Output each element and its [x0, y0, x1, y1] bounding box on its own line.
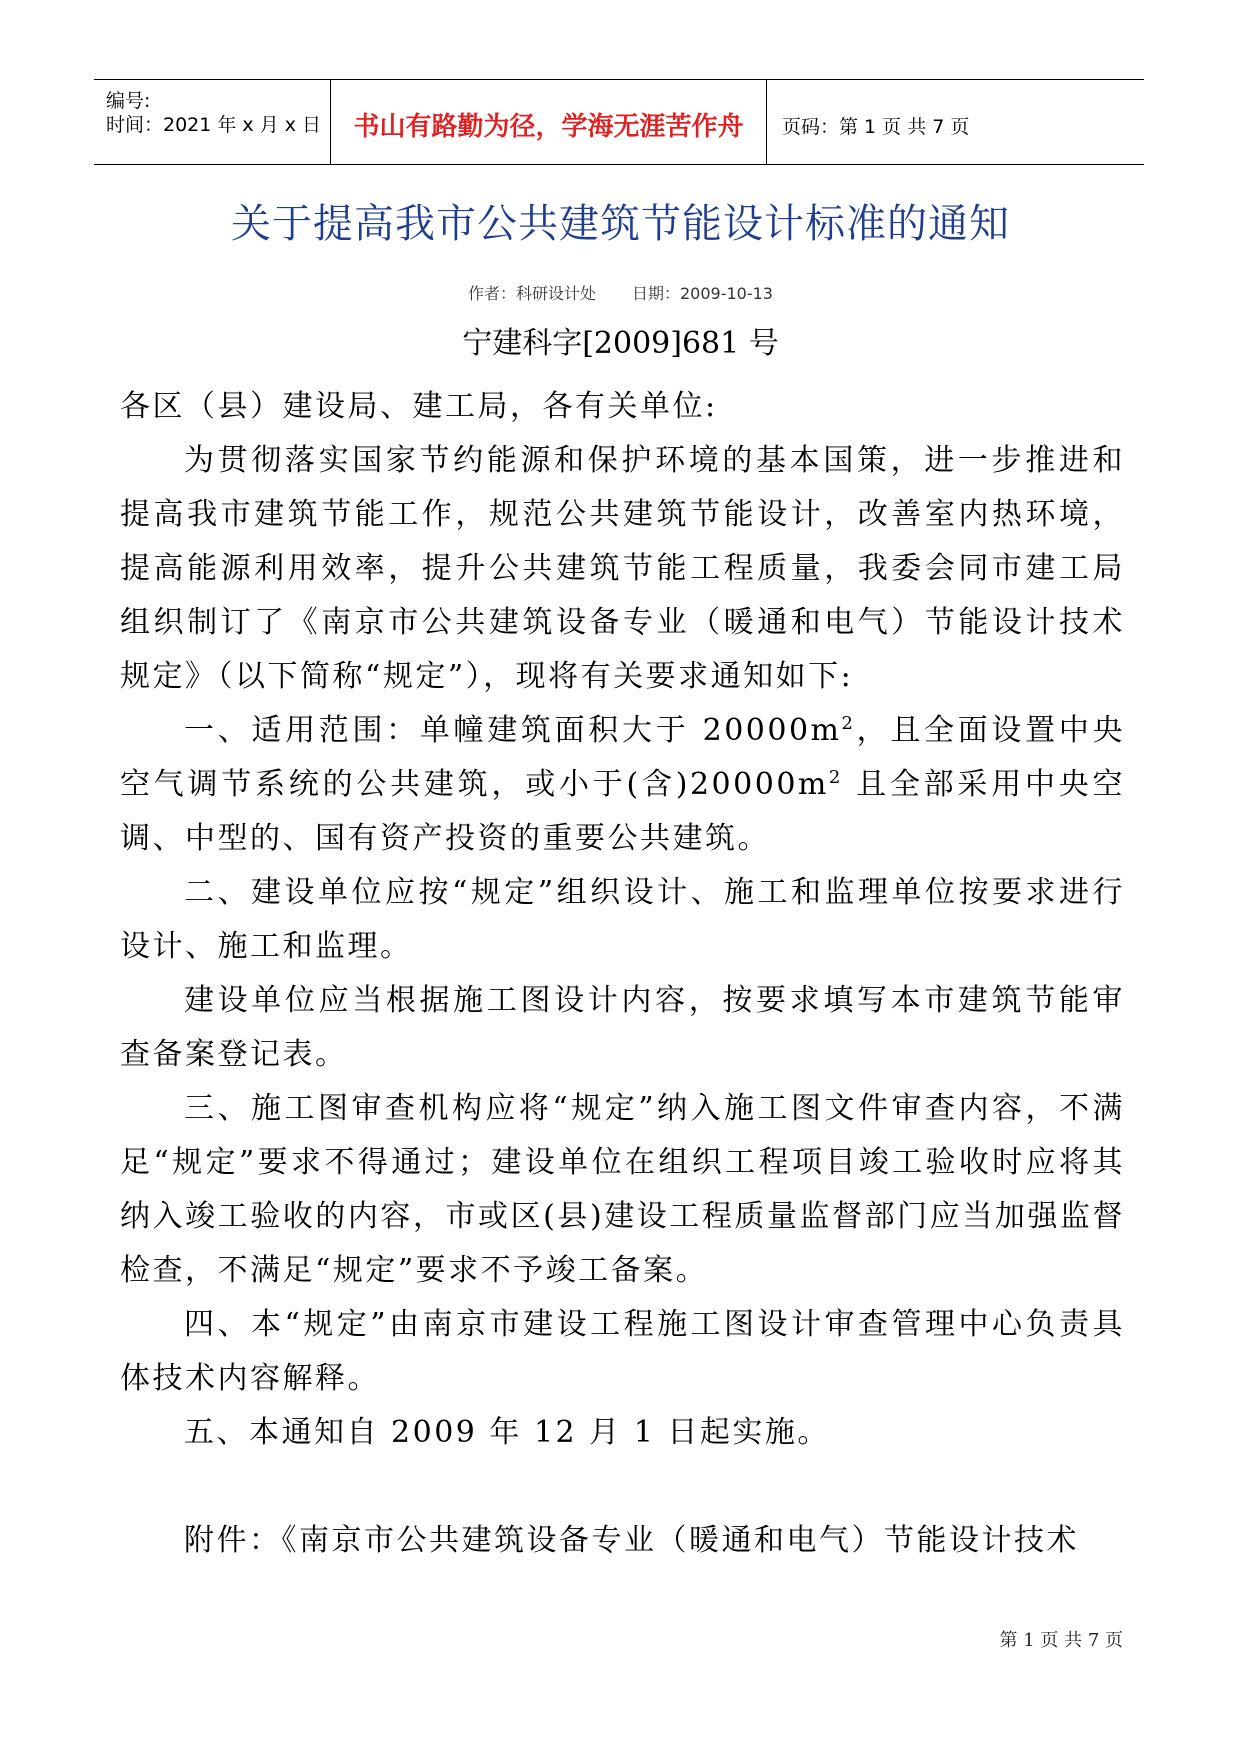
- item-1-text-b: ，且全面设置中央空气调节系统的公共建筑，或小于(含)20000m: [120, 713, 1126, 802]
- item-4-paragraph: 四、本“规定”由南京市建设工程施工图设计审查管理中心负责具体技术内容解释。: [120, 1307, 1125, 1396]
- page-header: [94, 79, 1144, 165]
- document-number: 宁建科字[2009]681 号: [462, 326, 779, 361]
- attachment-paragraph: 附件：《南京市公共建筑设备专业（暖通和电气）节能设计技术: [184, 1523, 1079, 1558]
- item-1-paragraph: [120, 704, 1125, 866]
- item-5-paragraph: 五、本通知自 2009 年 12 月 1 日起实施。: [184, 1415, 830, 1450]
- item-1-sup-1: 2: [841, 713, 856, 734]
- item-1-sup-2: 2: [828, 767, 843, 788]
- author: 作者：科研设计处: [467, 284, 596, 303]
- document-title: 关于提高我市公共建筑节能设计标准的通知: [231, 201, 1010, 247]
- item-1-text-c: 且全部采用中央空调、中型的、国有资产投资的重要公共建筑。: [120, 767, 1125, 856]
- intro-paragraph: 为贯彻落实国家节约能源和保护环境的基本国策，进一步推进和提高我市建筑节能工作，规范公共建筑节能设计，改善室内热环境，提高能源利用效率，提升公共建筑节能工程质量，我委会同市建工局组织制订了《南京市公共建筑设备专业（暖通和电气）节能设计技术规定》（以下简称“规定”），现将有关要求通知如下:: [120, 443, 1125, 694]
- byline: [0, 281, 1241, 304]
- header-page-label: 页码：第 1 页 共 7 页: [782, 116, 970, 138]
- doc-time-label: 时间：2021 年 x 月 x 日: [106, 114, 322, 136]
- document-body: [120, 380, 1125, 1568]
- header-motto-cell: [331, 80, 767, 164]
- item-2-paragraph: 二、建设单位应按“规定”组织设计、施工和监理单位按要求进行设计、施工和监理。: [120, 875, 1125, 964]
- item-2-extra-paragraph: 建设单位应当根据施工图设计内容，按要求填写本市建筑节能审查备案登记表。: [120, 983, 1125, 1072]
- doc-number-label: 编号:: [106, 90, 151, 112]
- header-page-cell: [768, 80, 1144, 164]
- header-motto: 书山有路勤为径，学海无涯苦作舟: [353, 112, 744, 142]
- item-3-paragraph: 三、施工图审查机构应将“规定”纳入施工图文件审查内容，不满足“规定”要求不得通过；建设单位在组织工程项目竣工验收时应将其纳入竣工验收的内容，市或区(县)建设工程质量监督部门应当加强监督检查，不满足“规定”要求不予竣工备案。: [120, 1091, 1125, 1288]
- item-1-text-a: 一、适用范围：单幢建筑面积大于 20000m: [184, 713, 842, 748]
- publish-date: 日期：2009-10-13: [632, 284, 773, 303]
- page-footer: 第 1 页 共 7 页: [999, 1630, 1123, 1651]
- header-meta-cell: [94, 80, 331, 164]
- salutation: 各区（县）建设局、建工局，各有关单位:: [120, 389, 718, 424]
